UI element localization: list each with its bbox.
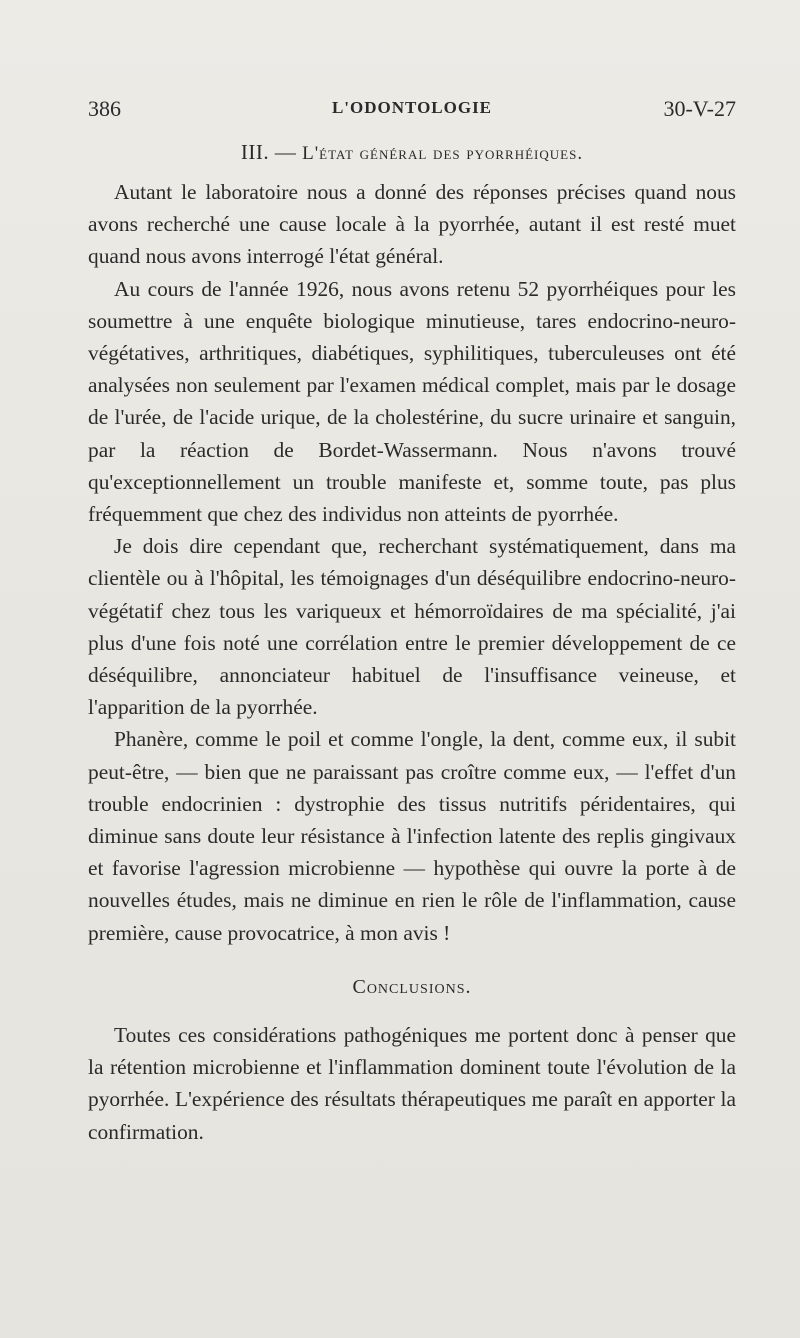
paragraph-endocrine-observation: Je dois dire cependant que, recherchant systématiquement, dans ma clientèle ou à l'hôpital, les témoignages d'un déséquilibre endocrino-neuro-végétatif chez tous les variqueux et hémorroïdaires de ma spécialité, j'ai plus d'une fois noté une corrélation entre le premier développement de ce déséquilibre, annonciateur habituel de l'insuffisance veineuse, et l'apparition de la pyorrhée. (88, 534, 736, 720)
issue-date: 30-V-27 (663, 96, 736, 121)
paragraph-survey-1926: Au cours de l'année 1926, nous avons retenu 52 pyorrhéiques pour les soumettre à une enquête biologique minutieuse, tares endocrino-neuro-végétatives, arthritiques, diabétiques, syphilitiques, tuberculeuses ont été analysées non seulement par l'examen médical complet, mais par le dosage de l'urée, de l'acide urique, de la cholestérine, du sucre urinaire et sanguin, par la réaction de Bordet-Wassermann. Nous n'avons trouvé qu'exceptionnellement un trouble manifeste et, somme toute, pas plus fréquemment que chez des individus non atteints de pyorrhée. (88, 276, 736, 527)
section-heading (88, 140, 736, 165)
running-title: L'ODONTOLOGIE (331, 98, 493, 117)
article-body (88, 176, 736, 1148)
section-numeral: III. — (240, 140, 303, 164)
conclusions-heading: Conclusions. (352, 975, 472, 998)
page-number: 386 (88, 96, 121, 121)
section-title-text: L'état général des pyorrhéiques. (302, 143, 584, 164)
paragraph-laboratory: Autant le laboratoire nous a donné des réponses précises quand nous avons recherché une cause locale à la pyorrhée, autant il est resté muet quand nous avons interrogé l'état général. (88, 180, 736, 269)
page-header (88, 96, 736, 126)
paragraph-phanere-hypothesis: Phanère, comme le poil et comme l'ongle, la dent, comme eux, il subit peut-être, — bien que ne paraissant pas croître comme eux, — l'effet d'un trouble endocrinien : dystrophie des tissus nutritifs péridentaires, qui diminue sans doute leur résistance à l'infection latente des replis gingivaux et favorise l'agression microbienne — hypothèse qui ouvre la porte à de nouvelles études, mais ne diminue en rien le rôle de l'inflammation, cause première, cause provocatrice, à mon avis ! (88, 727, 736, 945)
paragraph-conclusions: Toutes ces considérations pathogéniques me portent donc à penser que la rétention microbienne et l'inflammation dominent toute l'évolution de la pyorrhée. L'expérience des résultats thérapeutiques me paraît en apporter la confirmation. (88, 1023, 736, 1144)
